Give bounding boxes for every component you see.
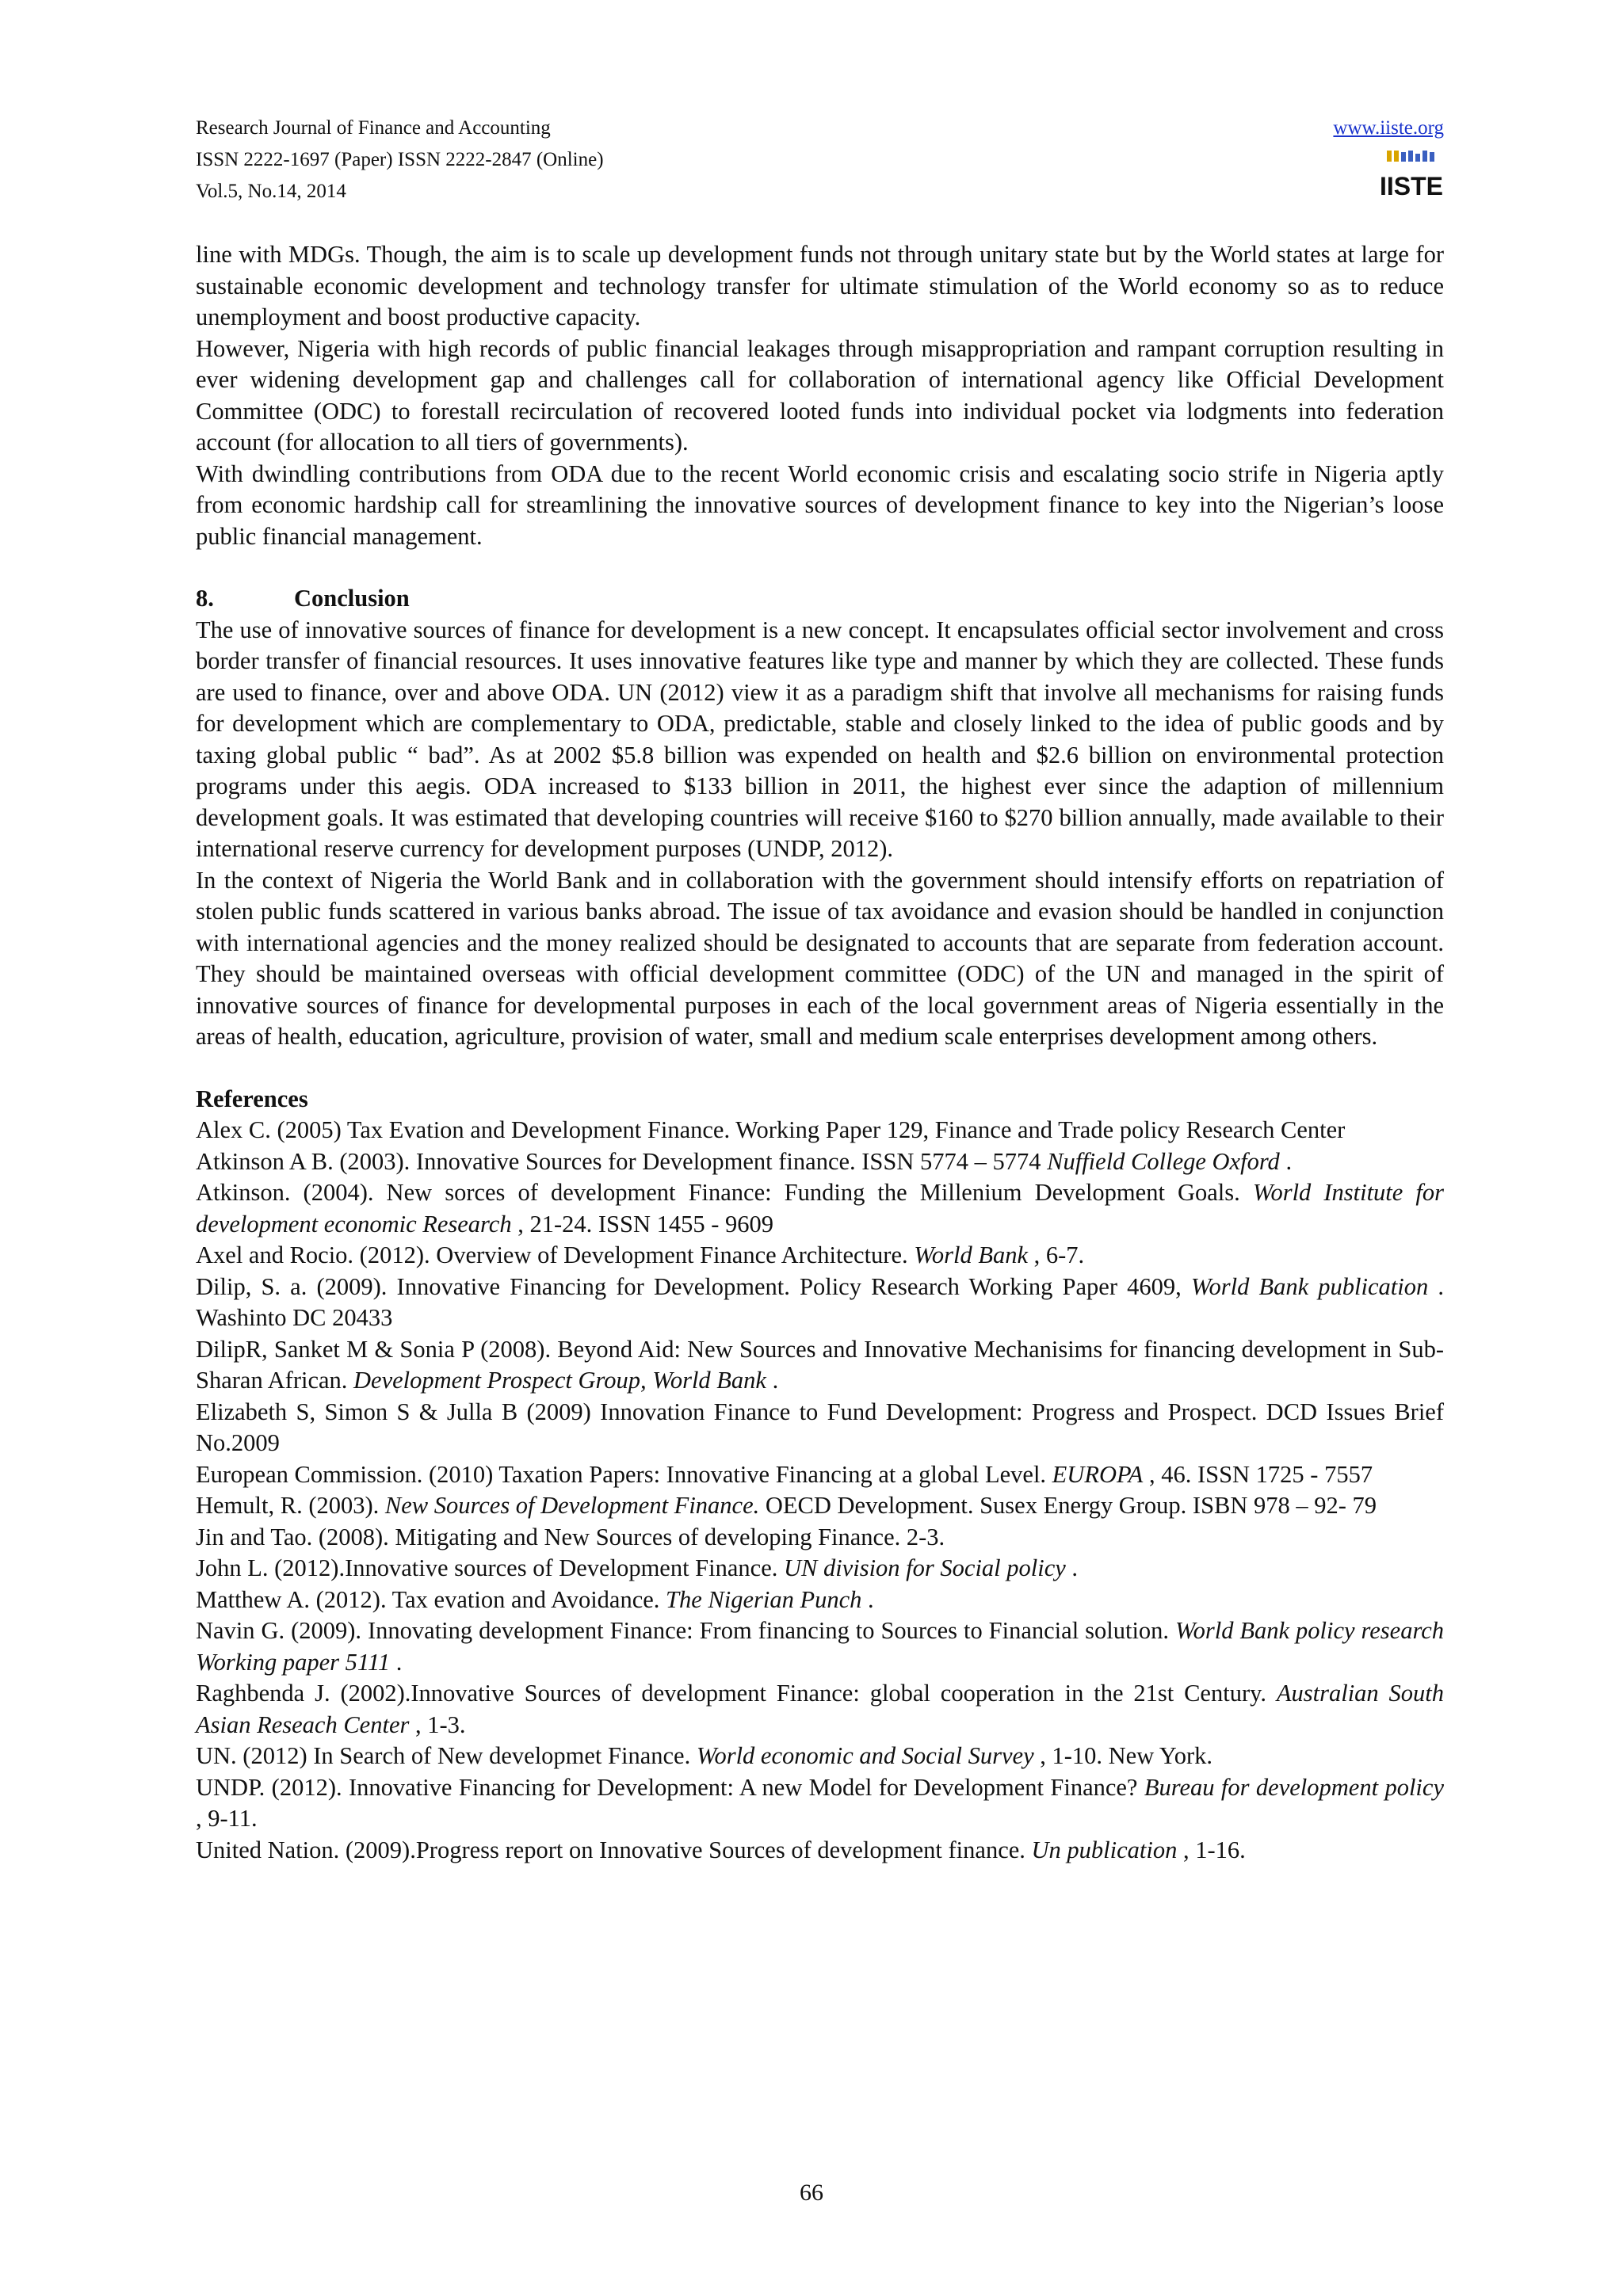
reference-text: United Nation. (2009).Progress report on Innovative Sources of development finance. xyxy=(196,1836,1032,1863)
references-heading: References xyxy=(196,1085,308,1112)
conclusion-paragraph-2: In the context of Nigeria the World Bank and in collaboration with the government should intensify efforts on repatriation of stolen public funds scattered in various banks abroad. The issue of tax avoidance and evasion should be handled in conjunction with international agencies and the money realized should be designated to accounts that are separate from federation account. They should be maintained overseas with official development committee (ODC) of the UN and managed in the spirit of innovative sources of finance for developmental purposes in each of the local government areas of Nigeria essentially in the areas of health, education, agriculture, provision of water, small and medium scale enterprises development among others. xyxy=(196,866,1444,1050)
reference-item xyxy=(196,1115,1444,1146)
reference-text: Hemult, R. (2003). xyxy=(196,1492,385,1519)
reference-details: , 1-3. xyxy=(409,1711,466,1738)
reference-source: World Institute for development economic Research xyxy=(196,1179,1444,1238)
reference-text: Alex C. (2005) Tax Evation and Development Finance. Working Paper 129, Finance and Trade policy Research Center xyxy=(196,1116,1346,1143)
reference-item xyxy=(196,1772,1444,1835)
reference-source: Bureau for development policy xyxy=(1144,1773,1444,1801)
journal-issn: ISSN 2222-1697 (Paper) ISSN 2222-2847 (Online) xyxy=(196,149,604,170)
reference-text: Matthew A. (2012). Tax evation and Avoidance. xyxy=(196,1585,666,1613)
reference-details: . xyxy=(390,1648,403,1676)
reference-text: Atkinson A B. (2003). Innovative Sources for Development finance. ISSN 5774 – 5774 xyxy=(196,1147,1048,1175)
reference-item xyxy=(196,1334,1444,1397)
reference-item xyxy=(196,1146,1444,1178)
reference-details: , 21-24. ISSN 1455 - 9609 xyxy=(511,1210,774,1238)
reference-source: New Sources of Development Finance. xyxy=(384,1492,760,1519)
reference-details: , 1-16. xyxy=(1177,1836,1246,1863)
reference-source: World economic and Social Survey xyxy=(696,1742,1034,1769)
reference-item xyxy=(196,1678,1444,1741)
intro-paragraph-1: line with MDGs. Though, the aim is to scale up development funds not through unitary state but by the World states at large for sustainable economic development and technology transfer for ultimate stimulation of the World economy so as to reduce unemployment and boost productive capacity. xyxy=(196,241,1444,330)
reference-details: , 1-10. New York. xyxy=(1033,1742,1212,1769)
reference-text: Elizabeth S, Simon S & Julla B (2009) Innovation Finance to Fund Development: Progress and Prospect. DCD Issues Brief No.2009 xyxy=(196,1398,1444,1456)
reference-item xyxy=(196,1615,1444,1678)
reference-text: Dilip, S. a. (2009). Innovative Financing for Development. Policy Research Working Paper 4609, xyxy=(196,1272,1191,1300)
reference-text: Jin and Tao. (2008). Mitigating and New Sources of developing Finance. 2-3. xyxy=(196,1523,945,1550)
reference-item xyxy=(196,1490,1444,1522)
reference-text: European Commission. (2010) Taxation Papers: Innovative Financing at a global Level. xyxy=(196,1460,1052,1488)
reference-text: DilipR, Sanket M & Sonia P (2008). Beyond Aid: New Sources and Innovative Mechanisims for financing development in Sub-Sharan African. xyxy=(196,1335,1444,1394)
reference-text: John L. (2012).Innovative sources of Development Finance. xyxy=(196,1554,784,1581)
reference-details: , 9-11. xyxy=(196,1805,258,1832)
reference-item xyxy=(196,1835,1444,1867)
reference-text: Navin G. (2009). Innovating development Finance: From financing to Sources to Financial solution. xyxy=(196,1617,1176,1644)
reference-details: . Washinto DC 20433 xyxy=(196,1272,1444,1331)
spacer xyxy=(196,552,1444,583)
reference-item xyxy=(196,1459,1444,1491)
reference-source: The Nigerian Punch xyxy=(666,1585,862,1613)
reference-source: Un publication xyxy=(1031,1836,1178,1863)
section-number: 8. xyxy=(196,585,214,612)
reference-text: UN. (2012) In Search of New developmet Finance. xyxy=(196,1742,697,1769)
conclusion-heading xyxy=(196,583,1444,615)
reference-item xyxy=(196,1177,1444,1240)
main-content xyxy=(196,239,1444,1866)
reference-item xyxy=(196,1522,1444,1554)
reference-source: Australian South Asian Reseach Center xyxy=(196,1680,1445,1738)
conclusion-paragraph-1: The use of innovative sources of finance for development is a new concept. It encapsulates official sector involvement and cross border transfer of financial resources. It uses innovative features like type and manner by which they are collected. These funds are used to finance, over and above ODA. UN (2012) view it as a paradigm shift that involve all mechanisms for raising funds for development which are complementary to ODA, predictable, stable and closely linked to the idea of public goods and by taxing global public “ bad”. As at 2002 $5.8 billion was expended on health and $2.6 billion on environmental protection programs under this aegis. ODA increased to $133 billion in 2011, the highest ever since the adaption of millennium development goals. It was estimated that developing countries will receive $160 to $270 billion annually, made available to their international reserve currency for development purposes (UNDP, 2012). xyxy=(196,616,1444,862)
reference-item xyxy=(196,1240,1444,1272)
page-number: 66 xyxy=(800,2180,823,2206)
reference-text: Atkinson. (2004). New sorces of development Finance: Funding the Millenium Development Goals. xyxy=(196,1179,1253,1206)
reference-details: . xyxy=(1279,1147,1293,1175)
reference-item xyxy=(196,1397,1444,1459)
spacer xyxy=(196,1053,1444,1084)
reference-source: Development Prospect Group, World Bank xyxy=(353,1367,766,1394)
journal-info xyxy=(196,113,604,208)
reference-list xyxy=(196,1115,1444,1866)
reference-source: EUROPA xyxy=(1052,1460,1144,1488)
intro-paragraph-2: However, Nigeria with high records of public financial leakages through misappropriation and rampant corruption resulting in ever widening development gap and challenges call for collaboration of international agency like Official Development Committee (ODC) to forestall recirculation of recovered looted funds into individual pocket via lodgments into federation account (for allocation to all tiers of governments). xyxy=(196,334,1444,456)
journal-volume: Vol.5, No.14, 2014 xyxy=(196,181,346,202)
reference-text: Raghbenda J. (2002).Innovative Sources of development Finance: global cooperation in the 21st Century. xyxy=(196,1680,1277,1707)
reference-details: OECD Development. Susex Energy Group. ISBN 978 – 92- 79 xyxy=(759,1492,1377,1519)
reference-source: World Bank policy research Working paper 5111 xyxy=(196,1617,1444,1676)
reference-source: UN division for Social policy xyxy=(783,1554,1066,1581)
journal-title: Research Journal of Finance and Accounting xyxy=(196,117,551,139)
reference-source: Nuffield College Oxford xyxy=(1047,1147,1280,1175)
reference-details: , 46. ISSN 1725 - 7557 xyxy=(1143,1460,1373,1488)
reference-details: . xyxy=(1065,1554,1079,1581)
journal-url-link[interactable]: www.iiste.org xyxy=(1333,117,1444,139)
reference-details: . xyxy=(766,1367,779,1394)
reference-text: UNDP. (2012). Innovative Financing for Development: A new Model for Development Finance? xyxy=(196,1773,1144,1801)
logo-text: IISTE xyxy=(1379,172,1444,200)
reference-item xyxy=(196,1741,1444,1772)
reference-details: , 6-7. xyxy=(1028,1241,1085,1268)
reference-item xyxy=(196,1585,1444,1616)
page-header xyxy=(196,113,1444,208)
reference-text: Axel and Rocio. (2012). Overview of Development Finance Architecture. xyxy=(196,1241,915,1268)
reference-source: World Bank publication xyxy=(1190,1272,1429,1300)
iiste-logo xyxy=(1379,147,1444,200)
reference-source: World Bank xyxy=(914,1241,1028,1268)
reference-item xyxy=(196,1272,1444,1334)
intro-paragraph-3: With dwindling contributions from ODA due to the recent World economic crisis and escalating socio strife in Nigeria aptly from economic hardship call for streamlining the innovative sources of development finance to key into the Nigerian’s loose public financial management. xyxy=(196,460,1444,550)
reference-details: . xyxy=(861,1585,874,1613)
section-title: Conclusion xyxy=(294,585,410,612)
reference-item xyxy=(196,1553,1444,1585)
